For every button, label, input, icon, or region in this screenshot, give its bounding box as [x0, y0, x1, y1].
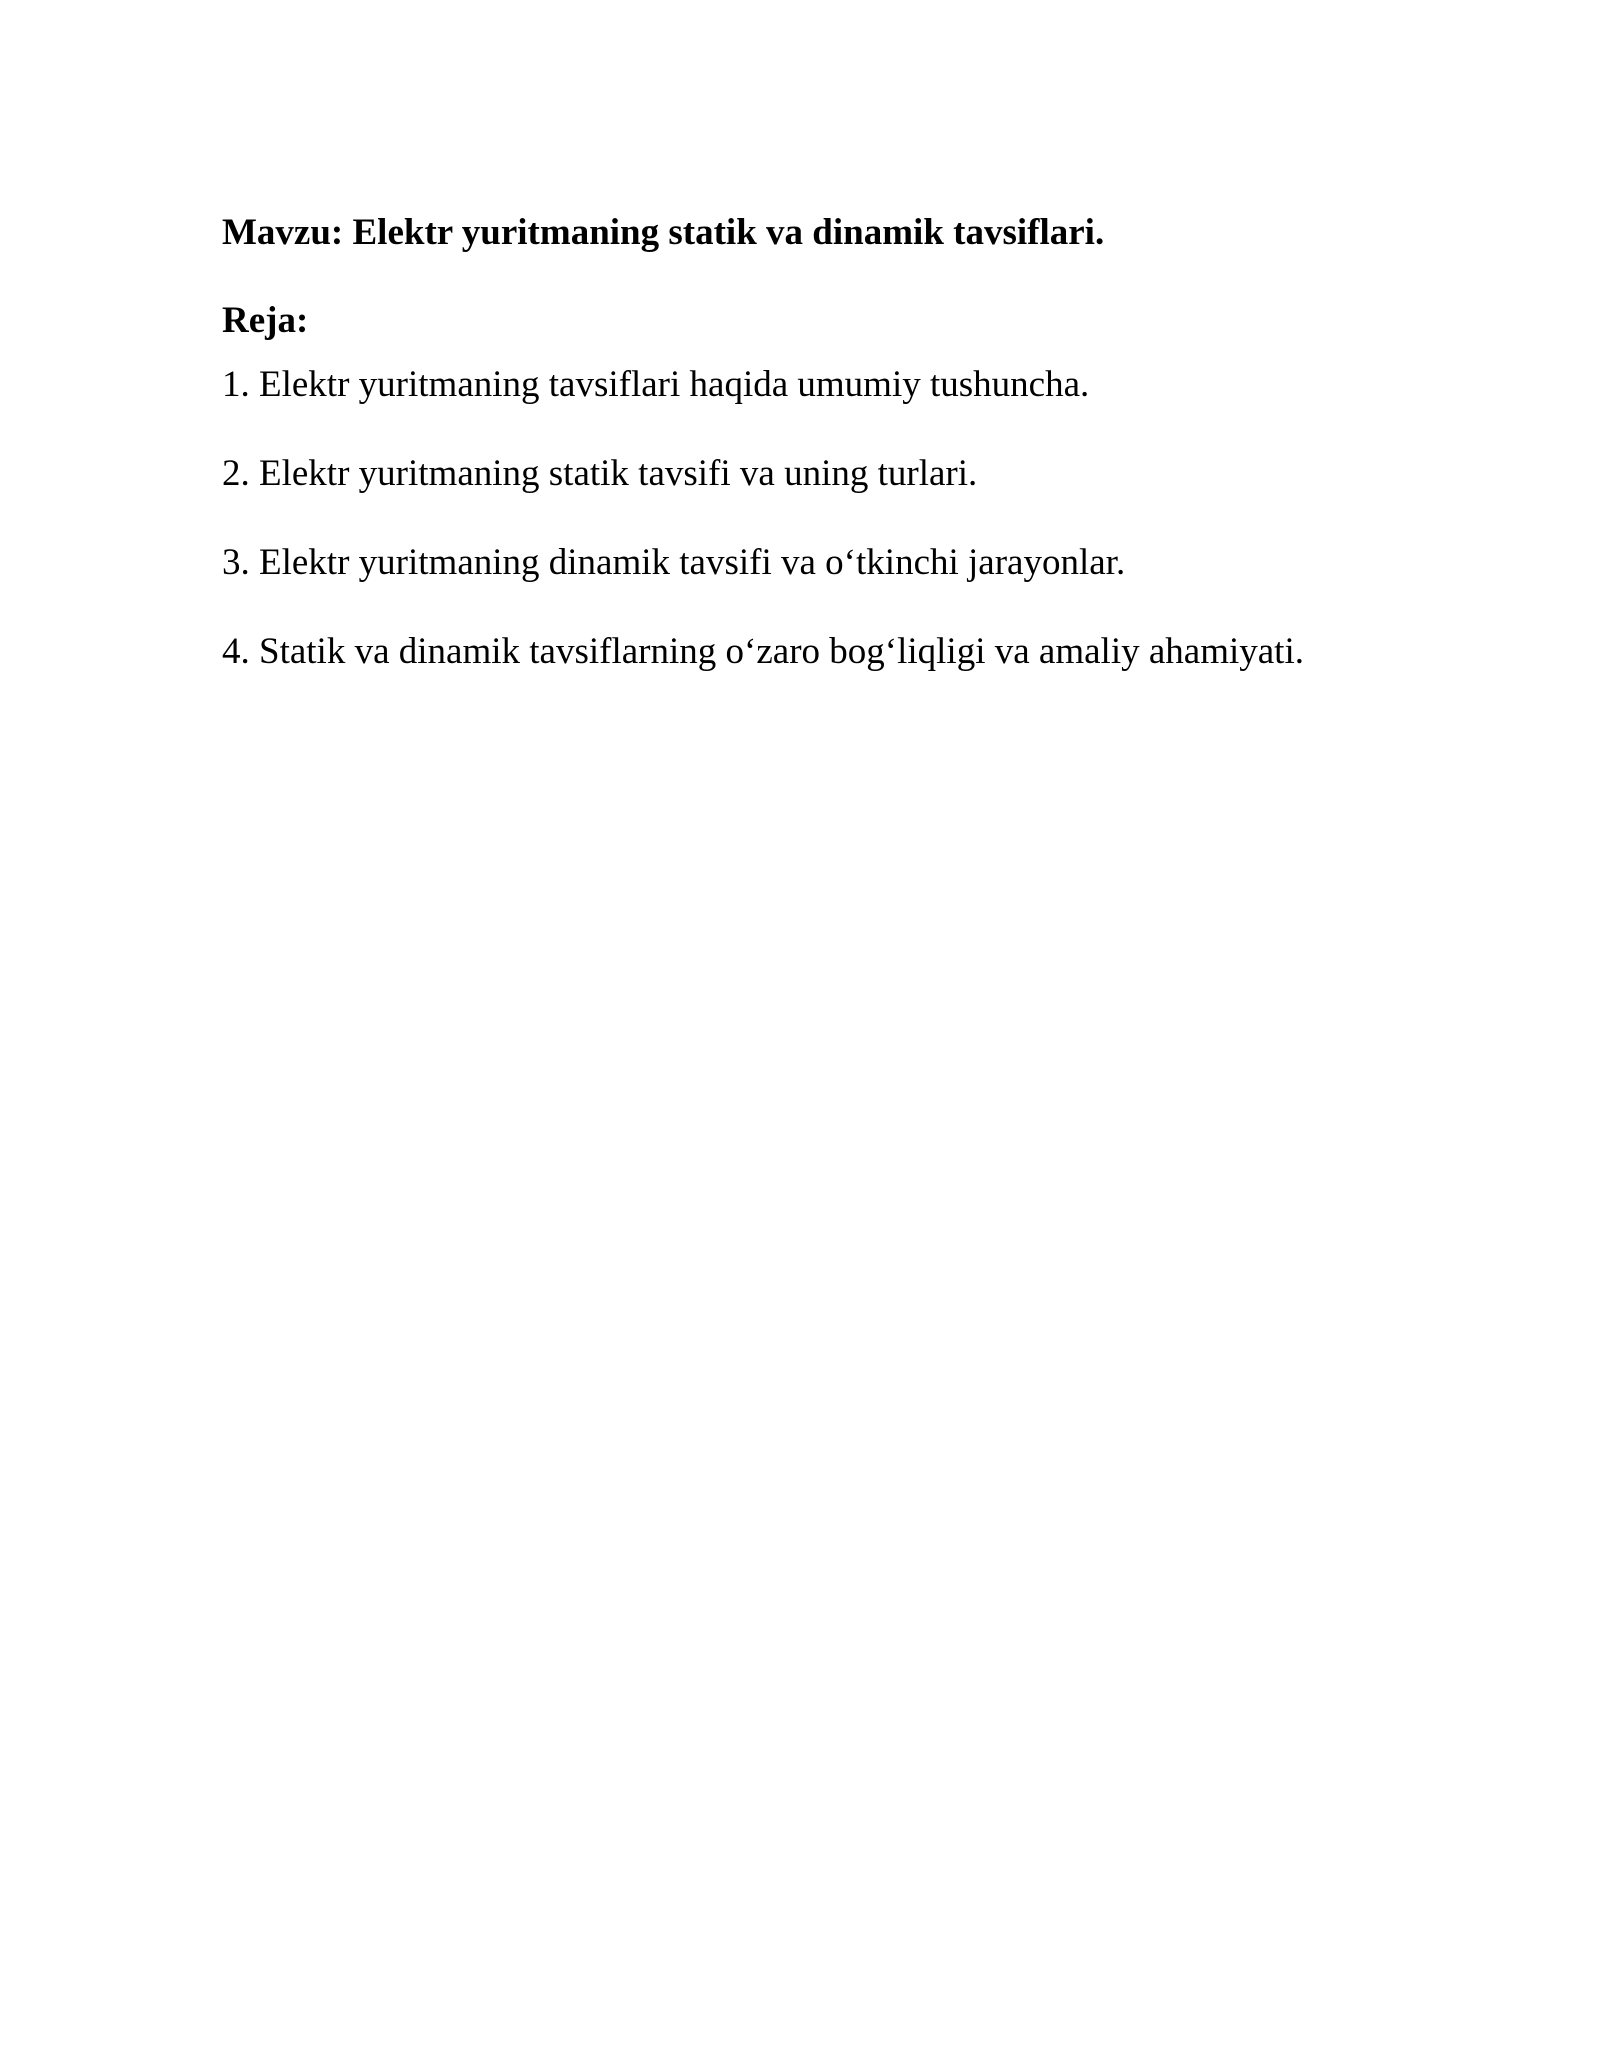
plan-heading: Reja:	[222, 300, 309, 341]
page-content	[222, 204, 1402, 712]
plan-item-3: 3. Elektr yuritmaning dinamik tavsifi va o‘tkinchi jarayonlar.	[222, 542, 1126, 583]
plan-item-4: 4. Statik va dinamik tavsiflarning o‘zaro bog‘liqligi va amaliy ahamiyati.	[222, 631, 1304, 672]
topic-title: Mavzu: Elektr yuritmaning statik va dinamik tavsiflari.	[222, 212, 1105, 253]
plan-item-1: 1. Elektr yuritmaning tavsiflari haqida umumiy tushuncha.	[222, 364, 1090, 405]
plan-item-2: 2. Elektr yuritmaning statik tavsifi va uning turlari.	[222, 453, 978, 494]
plan-list	[222, 356, 1402, 681]
